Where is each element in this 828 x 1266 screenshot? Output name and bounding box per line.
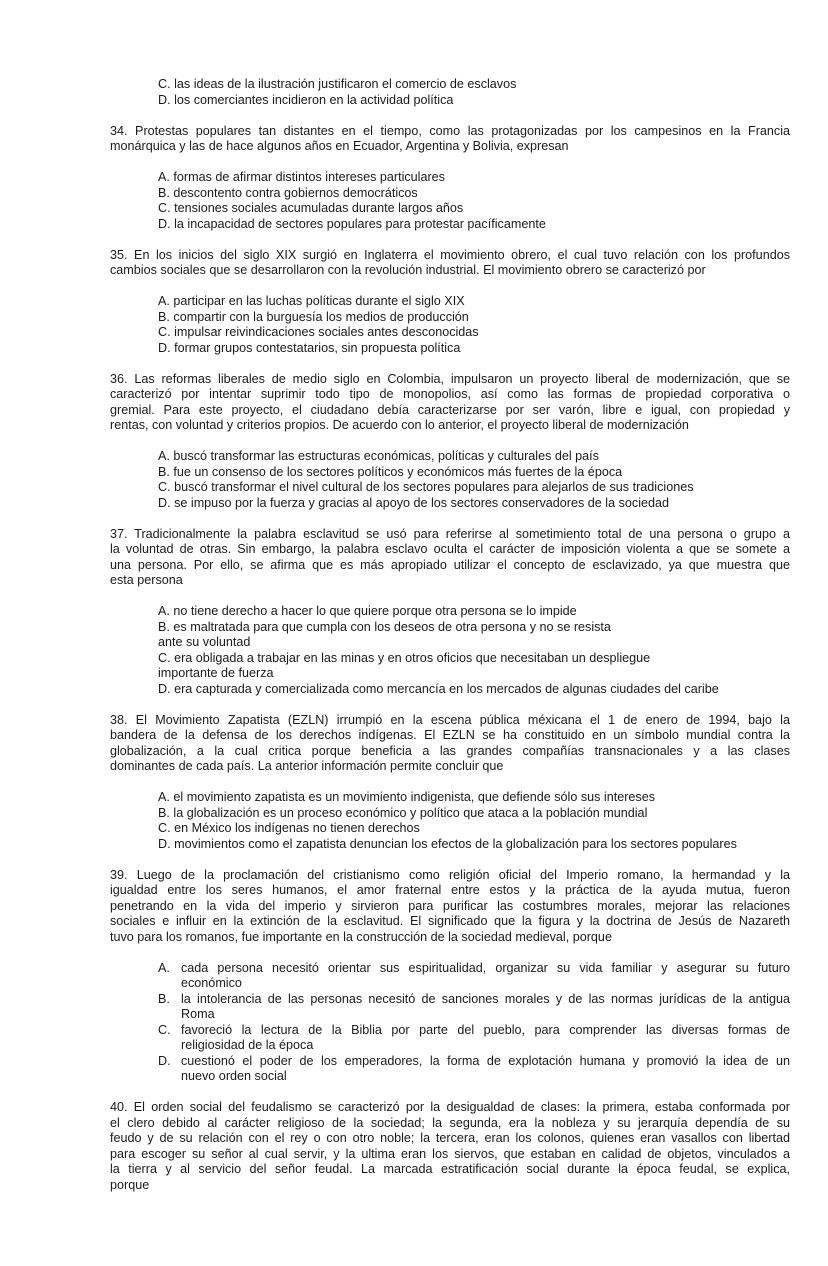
stem-line: caracterizó por intentar suprimir todo tipo de monopolios, así como las formas de propiedad corporativa o bbox=[110, 387, 790, 401]
stem-line: monárquica y las de hace algunos años en Ecuador, Argentina y Bolivia, expresan bbox=[110, 139, 569, 153]
option-letter: A. bbox=[158, 960, 170, 975]
stem-line: para escoger su señor al cual servir, y la ultima eran los siervos, que estaban en calidad de objetos, vinculados a bbox=[110, 1146, 790, 1161]
spacer bbox=[110, 155, 790, 171]
spacer bbox=[110, 511, 790, 527]
question-35-options bbox=[110, 294, 790, 356]
answer-option: C. tensiones sociales acumuladas durante largos años bbox=[158, 201, 464, 215]
answer-option: D. los comerciantes incidieron en la actividad política bbox=[158, 92, 454, 107]
spacer bbox=[110, 852, 790, 868]
stem-line: bandera de la defensa de los derechos indígenas. El EZLN se ha constituido en un símbolo mundial contra la bbox=[110, 728, 790, 742]
question-37-options bbox=[110, 604, 790, 697]
option-line: cuestionó el poder de los emperadores, la forma de explotación humana y promovió la idea de un bbox=[181, 1053, 790, 1068]
answer-option: D. movimientos como el zapatista denuncian los efectos de la globalización para los sectores populares bbox=[158, 836, 737, 851]
stem-line: feudo y de su relación con el rey o con otro noble; la tercera, eran los colonos, quienes eran vasallos con libertad bbox=[110, 1131, 790, 1145]
answer-option: A. buscó transformar las estructuras económicas, políticas y culturales del país bbox=[158, 449, 599, 463]
option-line: cada persona necesitó orientar sus espiritualidad, organizar su vida familiar y asegurar su futuro bbox=[181, 960, 790, 975]
answer-option: B. descontento contra gobiernos democráticos bbox=[158, 185, 418, 200]
stem-line: el clero debido al carácter religioso de la sociedad; la segunda, era la nobleza y su jerarquía dependía de su bbox=[110, 1115, 790, 1130]
answer-option: C. impulsar reivindicaciones sociales antes desconocidas bbox=[158, 325, 479, 339]
q33-options bbox=[110, 77, 790, 108]
spacer bbox=[110, 356, 790, 372]
answer-option: D. la incapacidad de sectores populares para protestar pacíficamente bbox=[158, 216, 546, 231]
question-39-stem bbox=[110, 868, 790, 946]
option-line: nuevo orden social bbox=[181, 1069, 287, 1083]
stem-line: dominantes de cada país. La anterior información permite concluir que bbox=[110, 759, 504, 773]
stem-line: una persona. Por ello, se afirma que es más apropiado utilizar el concepto de esclavizado, ya que muestra que bbox=[110, 557, 790, 572]
answer-option: A. participar en las luchas políticas durante el siglo XIX bbox=[158, 294, 465, 308]
stem-line: sociales e influir en la extinción de la esclavitud. El significado que la figura y la doctrina de Jesús de Nazareth bbox=[110, 914, 790, 928]
answer-option: A. no tiene derecho a hacer lo que quiere porque otra persona se lo impide bbox=[158, 604, 577, 618]
stem-line: 38. El Movimiento Zapatista (EZLN) irrumpió en la escena pública méxicana el 1 de enero de 1994, bajo la bbox=[110, 712, 790, 727]
answer-option: D. era capturada y comercializada como mercancía en los mercados de algunas ciudades del caribe bbox=[158, 681, 719, 696]
document-page bbox=[110, 77, 790, 1193]
option-letter: C. bbox=[158, 1022, 171, 1037]
option-line: religiosidad de la época bbox=[181, 1038, 314, 1052]
question-40-stem bbox=[110, 1100, 790, 1193]
answer-option: C. en México los indígenas no tienen derechos bbox=[158, 821, 420, 835]
stem-line: 37. Tradicionalmente la palabra esclavitud se usó para referirse al sometimiento total de una persona o grupo a bbox=[110, 526, 790, 541]
answer-option: B. la globalización es un proceso económico y político que ataca a la población mundial bbox=[158, 805, 648, 820]
answer-option: B. fue un consenso de los sectores políticos y económicos más fuertes de la época bbox=[158, 464, 623, 479]
question-37-stem bbox=[110, 527, 790, 589]
spacer bbox=[110, 232, 790, 248]
spacer bbox=[110, 697, 790, 713]
stem-line: 40. El orden social del feudalismo se caracterizó por la desigualdad de clases: la primera, estaba conformada por bbox=[110, 1100, 790, 1114]
answer-option bbox=[110, 1023, 790, 1054]
option-line: Roma bbox=[181, 1007, 215, 1021]
stem-line: gremial. Para este proyecto, el ciudadano debía caracterizarse por ser varón, libre e igual, con propiedad y bbox=[110, 402, 790, 417]
answer-option: importante de fuerza bbox=[158, 666, 274, 680]
spacer bbox=[110, 279, 790, 295]
stem-line: 36. Las reformas liberales de medio siglo en Colombia, impulsaron un proyecto liberal de modernización, que se bbox=[110, 371, 790, 386]
answer-option bbox=[110, 1054, 790, 1085]
spacer bbox=[110, 589, 790, 605]
answer-option: C. buscó transformar el nivel cultural de los sectores populares para alejarlos de sus tradiciones bbox=[158, 480, 694, 494]
answer-option bbox=[110, 961, 790, 992]
stem-line: 35. En los inicios del siglo XIX surgió en Inglaterra el movimiento obrero, el cual tuvo relación con los profundos bbox=[110, 247, 790, 262]
answer-option: B. es maltratada para que cumpla con los deseos de otra persona y no se resista bbox=[158, 619, 611, 634]
question-38-stem bbox=[110, 713, 790, 775]
question-34-stem bbox=[110, 124, 790, 155]
stem-line: penetrando en la vida del imperio y sirvieron para purificar las costumbres morales, mejorar las relaciones bbox=[110, 898, 790, 913]
question-36-options bbox=[110, 449, 790, 511]
option-letter: D. bbox=[158, 1053, 171, 1068]
stem-line: porque bbox=[110, 1177, 150, 1192]
answer-option: A. el movimiento zapatista es un movimiento indigenista, que defiende sólo sus intereses bbox=[158, 790, 656, 804]
stem-line: rentas, con voluntad y criterios propios. De acuerdo con lo anterior, el proyecto liberal de modernización bbox=[110, 418, 689, 432]
option-line: favoreció la lectura de la Biblia por parte del pueblo, para comprender las diversas formas de bbox=[181, 1022, 790, 1037]
question-39-options bbox=[110, 961, 790, 1085]
answer-option: ante su voluntad bbox=[158, 635, 251, 649]
stem-line: esta persona bbox=[110, 573, 183, 587]
question-38-options bbox=[110, 790, 790, 852]
spacer bbox=[110, 434, 790, 450]
answer-option: C. las ideas de la ilustración justificaron el comercio de esclavos bbox=[158, 77, 517, 91]
stem-line: tuvo para los romanos, fue importante en la construcción de la sociedad medieval, porque bbox=[110, 929, 612, 944]
answer-option bbox=[110, 992, 790, 1023]
option-line: la intolerancia de las personas necesitó de sanciones morales y de las normas jurídicas de la antigua bbox=[181, 991, 790, 1006]
option-line: económico bbox=[181, 976, 242, 990]
stem-line: la tierra y al servicio del señor feudal. La marcada estratificación social durante la época feudal, se explica, bbox=[110, 1162, 790, 1176]
spacer bbox=[110, 945, 790, 961]
spacer bbox=[110, 108, 790, 124]
stem-line: la voluntad de otras. Sin embargo, la palabra esclavo oculta el carácter de imposición violenta a que se somete a bbox=[110, 542, 790, 556]
spacer bbox=[110, 775, 790, 791]
answer-option: C. era obligada a trabajar en las minas y en otros oficios que necesitaban un despliegue bbox=[158, 650, 651, 665]
stem-line: cambios sociales que se desarrollaron con la revolución industrial. El movimiento obrero se caracterizó por bbox=[110, 263, 706, 277]
answer-option: A. formas de afirmar distintos intereses particulares bbox=[158, 170, 445, 184]
stem-line: 39. Luego de la proclamación del cristianismo como religión oficial del Imperio romano, la hermandad y la bbox=[110, 867, 790, 882]
answer-option: D. formar grupos contestatarios, sin propuesta política bbox=[158, 340, 461, 355]
option-letter: B. bbox=[158, 991, 170, 1006]
question-35-stem bbox=[110, 248, 790, 279]
stem-line: 34. Protestas populares tan distantes en el tiempo, como las protagonizadas por los campesinos en la Francia bbox=[110, 123, 790, 138]
answer-option: D. se impuso por la fuerza y gracias al apoyo de los sectores conservadores de la sociedad bbox=[158, 495, 670, 510]
question-34-options bbox=[110, 170, 790, 232]
spacer bbox=[110, 1085, 790, 1101]
question-36-stem bbox=[110, 372, 790, 434]
stem-line: igualdad entre los seres humanos, el amor fraternal entre estos y la práctica de la ayuda mutua, fueron bbox=[110, 883, 790, 897]
answer-option: B. compartir con la burguesía los medios de producción bbox=[158, 309, 469, 324]
stem-line: globalización, a la cual critica porque beneficia a las grandes compañías transnacionales y a las clases bbox=[110, 743, 790, 758]
